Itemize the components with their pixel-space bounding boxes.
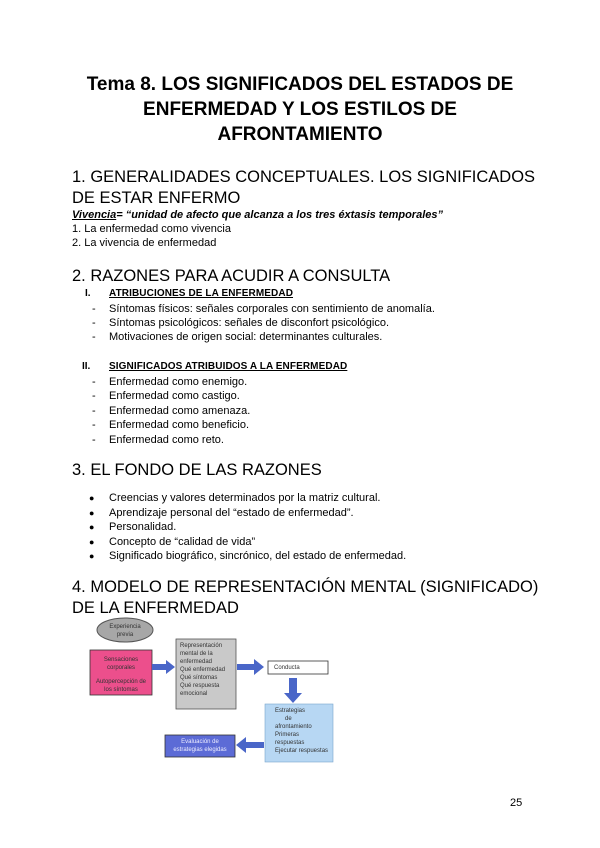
list-item: - Enfermedad como castigo.: [92, 390, 240, 402]
section-3-heading: 3. EL FONDO DE LAS RAZONES: [72, 461, 322, 479]
list-item-text: Significado biográfico, sincrónico, del estado de enfermedad.: [109, 550, 407, 562]
blue-box-line: respuestas: [275, 740, 305, 746]
list-item: - Motivaciones de origen social: determinantes culturales.: [92, 331, 383, 343]
blue-box-line: afrontamiento: [275, 724, 312, 730]
pink-box-line: Autopercepción de: [95, 679, 147, 685]
list-item-text: Enfermedad como amenaza.: [109, 405, 251, 417]
list-item: - Enfermedad como reto.: [92, 434, 224, 446]
pink-box-line: Sensaciones: [103, 657, 139, 663]
blue-box-line: Primeras: [275, 732, 300, 738]
arrow-icon: [152, 660, 175, 674]
list-item-text: Síntomas físicos: señales corporales con sentimiento de anomalía.: [109, 303, 435, 315]
vivencia-def: = “unidad de afecto que alcanza a los tres éxtasis temporales”: [116, 209, 443, 221]
list-item: ● Concepto de “calidad de vida”: [89, 536, 256, 548]
pink-box-line: corporales: [106, 665, 135, 671]
page-number: 25: [510, 797, 523, 809]
list-item: 1. La enfermedad como vivencia: [72, 223, 231, 235]
list-item: ● Personalidad.: [89, 521, 177, 533]
dark-blue-box-line: estrategias elegidas: [173, 747, 227, 753]
gray-box-line: Qué respuesta: [180, 683, 220, 689]
section-4-heading-line-2: DE LA ENFERMEDAD: [72, 599, 239, 617]
arrow-left-icon: [236, 737, 264, 753]
list-item-text: Motivaciones de origen social: determinantes culturales.: [109, 331, 383, 343]
gray-box-line: Representación: [180, 643, 223, 649]
list-item: - Síntomas psicológicos: señales de disconfort psicológico.: [92, 317, 390, 329]
blue-box-line: de: [285, 716, 292, 722]
pink-box-line: los síntomas: [104, 687, 138, 693]
title-line-3: AFRONTAMIENTO: [217, 124, 383, 145]
list-item: - Enfermedad como enemigo.: [92, 376, 248, 388]
list-item-text: Enfermedad como reto.: [109, 434, 224, 446]
arrow-icon: [237, 659, 264, 675]
list-item: 2. La vivencia de enfermedad: [72, 237, 217, 249]
list-item: ● Creencias y valores determinados por la matriz cultural.: [89, 492, 381, 504]
dark-blue-box-line: Evaluación de: [181, 739, 219, 745]
conducta-label: Conducta: [274, 665, 300, 671]
dark-blue-box-label: [168, 738, 232, 754]
list-item-text: Enfermedad como beneficio.: [109, 419, 250, 431]
list-item-text: Creencias y valores determinados por la matriz cultural.: [109, 492, 381, 504]
list-item-text: Concepto de “calidad de vida”: [109, 536, 256, 548]
list-item: ● Aprendizaje personal del “estado de enfermedad”.: [89, 507, 354, 519]
section-2-heading: 2. RAZONES PARA ACUDIR A CONSULTA: [72, 267, 391, 285]
list-item-text: Enfermedad como enemigo.: [109, 376, 248, 388]
vivencia-term: Vivencia: [72, 209, 117, 221]
oval-label-line: previa: [116, 632, 134, 638]
list-item-text: Personalidad.: [109, 521, 177, 533]
gray-box-line: Qué síntomas: [180, 675, 218, 681]
list-item: - Enfermedad como amenaza.: [92, 405, 251, 417]
list-item: - Síntomas físicos: señales corporales con sentimiento de anomalía.: [92, 303, 435, 315]
blue-box-line: Ejecutar respuestas: [275, 748, 329, 754]
blue-box-label: [275, 707, 331, 755]
gray-box-line: enfermedad: [180, 659, 213, 665]
gray-box-line: Qué enfermedad: [180, 667, 226, 673]
gray-box-line: mental de la: [180, 651, 213, 657]
arrow-down-icon: [284, 678, 302, 703]
gray-box-line: emocional: [180, 691, 208, 697]
title-line-1: Tema 8. LOS SIGNIFICADOS DEL ESTADOS DE: [86, 74, 514, 95]
list-item: ● Significado biográfico, sincrónico, del estado de enfermedad.: [89, 550, 407, 562]
subsection-title: SIGNIFICADOS ATRIBUIDOS A LA ENFERMEDAD: [109, 361, 348, 372]
list-item-text: Aprendizaje personal del “estado de enfermedad”.: [109, 507, 354, 519]
section-4-heading-line-1: 4. MODELO DE REPRESENTACIÓN MENTAL (SIGNIFICADO): [72, 578, 539, 596]
section-1-heading-line-2: DE ESTAR ENFERMO: [72, 189, 241, 207]
gray-box-label: [180, 642, 234, 698]
oval-label-line: Experiencia: [109, 624, 141, 630]
blue-box-line: Estrategias: [275, 708, 306, 714]
subsection-title: ATRIBUCIONES DE LA ENFERMEDAD: [109, 288, 294, 299]
oval-label: [103, 623, 147, 639]
pink-box-label: [92, 656, 150, 694]
title-line-2: ENFERMEDAD Y LOS ESTILOS DE: [143, 99, 457, 120]
list-item-text: Enfermedad como castigo.: [109, 390, 240, 402]
roman-marker: I.: [85, 288, 91, 299]
list-item-text: Síntomas psicológicos: señales de disconfort psicológico.: [109, 317, 390, 329]
section-1-heading-line-1: 1. GENERALIDADES CONCEPTUALES. LOS SIGNIFICADOS: [72, 168, 536, 186]
list-item: - Enfermedad como beneficio.: [92, 419, 250, 431]
roman-marker: II.: [82, 361, 91, 372]
